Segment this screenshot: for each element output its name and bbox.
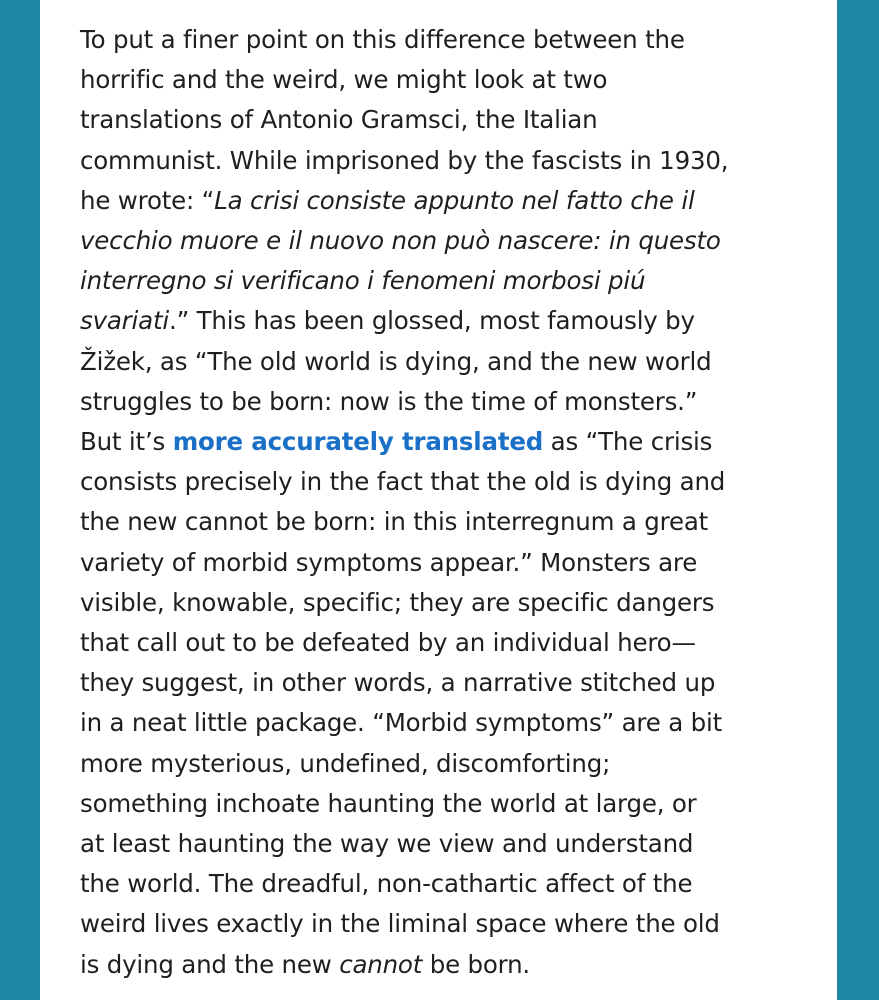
italic-text: vecchio muore e il nuovo non può nascere: in questo (80, 226, 721, 256)
text-span: .” This has been glossed, most famously by (168, 306, 695, 336)
text-span: he wrote: “ (80, 185, 215, 215)
text-line (80, 20, 795, 60)
text-line (80, 141, 795, 181)
text-span: visible, knowable, specific; they are specific dangers (80, 587, 715, 617)
text-span: variety of morbid symptoms appear.” Monsters are (80, 547, 698, 577)
text-span: the new cannot be born: in this interregnum a great (80, 507, 709, 537)
text-span: more mysterious, undefined, discomforting; (80, 748, 611, 778)
text-span: as “The crisis (543, 427, 713, 457)
text-span: But it’s (80, 427, 173, 457)
text-line (80, 663, 795, 703)
text-line (80, 703, 795, 743)
text-span: the world. The dreadful, non-cathartic affect of the (80, 869, 693, 899)
text-span: To put a finer point on this difference between the (80, 25, 685, 54)
text-line (80, 462, 795, 502)
text-span: consists precisely in the fact that the old is dying and (80, 467, 726, 497)
translation-link[interactable]: more accurately translated (172, 427, 544, 457)
text-line (80, 824, 795, 864)
text-line (80, 864, 795, 904)
text-span: at least haunting the way we view and understand (80, 829, 694, 859)
text-span: horrific and the weird, we might look at two (80, 65, 608, 95)
article-page (40, 0, 837, 1000)
article-paragraph (80, 20, 795, 985)
text-line (80, 221, 795, 261)
italic-text: svariati (80, 306, 169, 336)
text-span: weird lives exactly in the liminal space where the old (80, 909, 720, 939)
text-span: in a neat little package. “Morbid symptoms” are a bit (80, 708, 722, 738)
text-line (80, 100, 795, 140)
text-line (80, 60, 795, 100)
text-line (80, 744, 795, 784)
text-span: communist. While imprisoned by the fascists in 1930, (80, 145, 729, 175)
text-span: be born. (422, 949, 531, 979)
text-span: that call out to be defeated by an individual hero— (80, 628, 696, 658)
text-line (80, 261, 795, 301)
italic-text: interregno si verificano i fenomeni morbosi piú (80, 266, 646, 296)
text-line (80, 623, 795, 663)
text-span: something inchoate haunting the world at large, or (80, 788, 697, 818)
text-line (80, 422, 795, 462)
text-line (80, 543, 795, 583)
text-line (80, 945, 795, 985)
text-span: struggles to be born: now is the time of monsters.” (80, 386, 698, 416)
text-line (80, 904, 795, 944)
text-line (80, 181, 795, 221)
text-span: they suggest, in other words, a narrative stitched up (80, 668, 716, 698)
text-line (80, 301, 795, 341)
text-span: is dying and the new (80, 949, 340, 979)
text-line (80, 502, 795, 542)
text-line (80, 784, 795, 824)
text-line (80, 382, 795, 422)
italic-text: La crisi consiste appunto nel fatto che il (214, 185, 695, 215)
text-line (80, 342, 795, 382)
text-line (80, 583, 795, 623)
italic-text: cannot (339, 949, 423, 979)
text-span: translations of Antonio Gramsci, the Italian (80, 105, 598, 135)
text-span: Žižek, as “The old world is dying, and the new world (80, 346, 712, 376)
